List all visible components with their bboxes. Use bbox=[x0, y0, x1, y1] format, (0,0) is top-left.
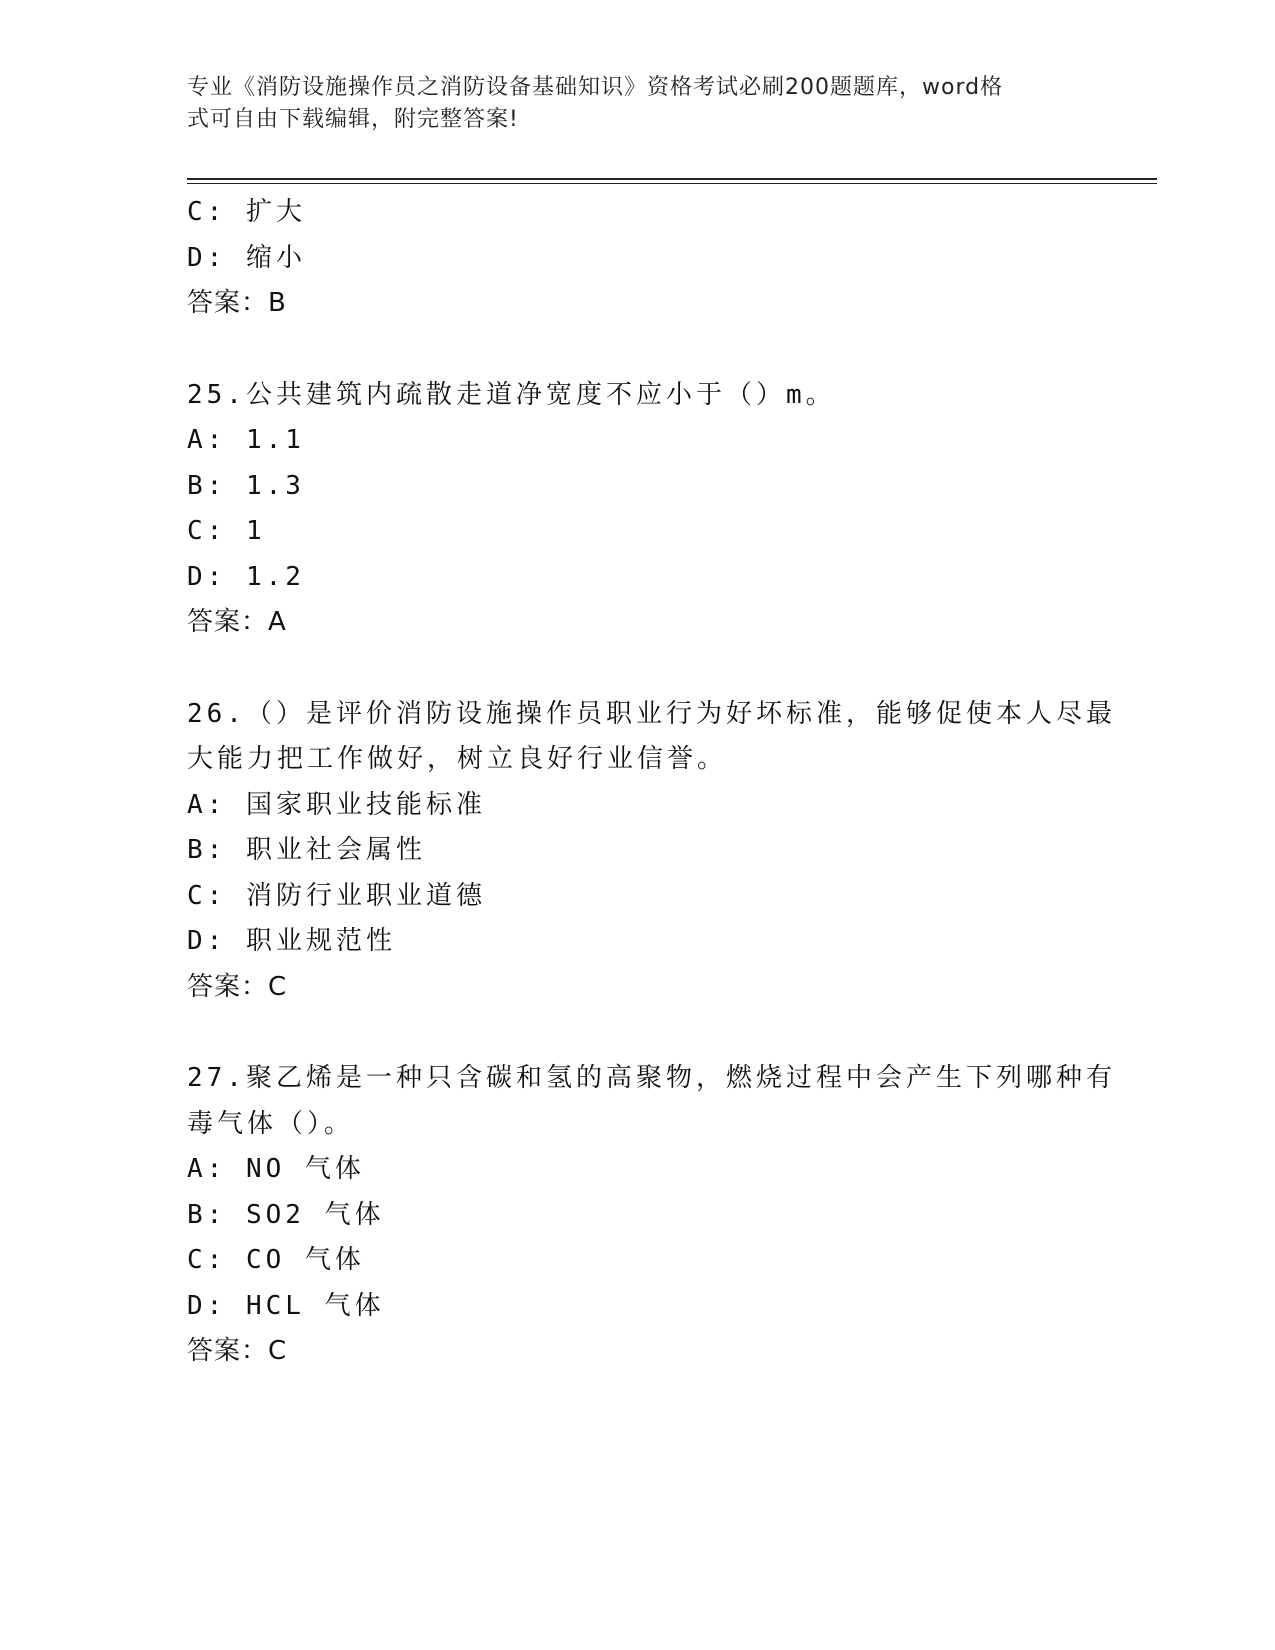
question-text-line-2: 毒气体（）。 bbox=[187, 1108, 355, 1139]
option-c: C: CO 气体 bbox=[187, 1245, 365, 1275]
question-27 bbox=[187, 1056, 1116, 1375]
question-text-line-2: 大能力把工作做好，树立良好行业信誉。 bbox=[187, 744, 728, 774]
option-a: A: 1.1 bbox=[187, 425, 305, 455]
header-line-1: 专业《消防设施操作员之消防设备基础知识》资格考试必刷200题题库，word格 bbox=[187, 75, 1004, 100]
question-25 bbox=[187, 373, 1087, 646]
answer: 答案：C bbox=[187, 971, 288, 1002]
question-text-line-1: 27.聚乙烯是一种只含碳和氢的高聚物，燃烧过程中会产生下列哪种有 bbox=[187, 1063, 1116, 1093]
header-divider-thick bbox=[187, 178, 1157, 180]
answer: 答案：B bbox=[187, 288, 287, 318]
answer: 答案：A bbox=[187, 607, 287, 637]
question-26 bbox=[187, 692, 1116, 1011]
option-b: B: 职业社会属性 bbox=[187, 835, 426, 865]
question-text: 25.公共建筑内疏散走道净宽度不应小于（）m。 bbox=[187, 379, 836, 410]
question-text-line-1: 26.（）是评价消防设施操作员职业行为好坏标准，能够促使本人尽最 bbox=[187, 698, 1116, 729]
option-d: D: 1.2 bbox=[187, 561, 305, 592]
prev-question-block bbox=[187, 190, 1087, 327]
question-body bbox=[187, 190, 1116, 1375]
option-d: D: 缩小 bbox=[187, 242, 306, 273]
option-c: C: 消防行业职业道德 bbox=[187, 880, 486, 911]
option-d: D: 职业规范性 bbox=[187, 926, 396, 956]
answer: 答案：C bbox=[187, 1336, 288, 1366]
option-c: C: 扩大 bbox=[187, 197, 306, 227]
option-b: B: 1.3 bbox=[187, 470, 305, 501]
option-a: A: NO 气体 bbox=[187, 1154, 365, 1184]
option-c: C: 1 bbox=[187, 516, 266, 546]
option-d: D: HCL 气体 bbox=[187, 1290, 385, 1321]
header-divider-thin bbox=[187, 183, 1157, 184]
header-line-2: 式可自由下载编辑，附完整答案! bbox=[187, 107, 519, 132]
document-header bbox=[187, 72, 1067, 136]
option-a: A: 国家职业技能标准 bbox=[187, 789, 486, 820]
option-b: B: SO2 气体 bbox=[187, 1199, 385, 1230]
